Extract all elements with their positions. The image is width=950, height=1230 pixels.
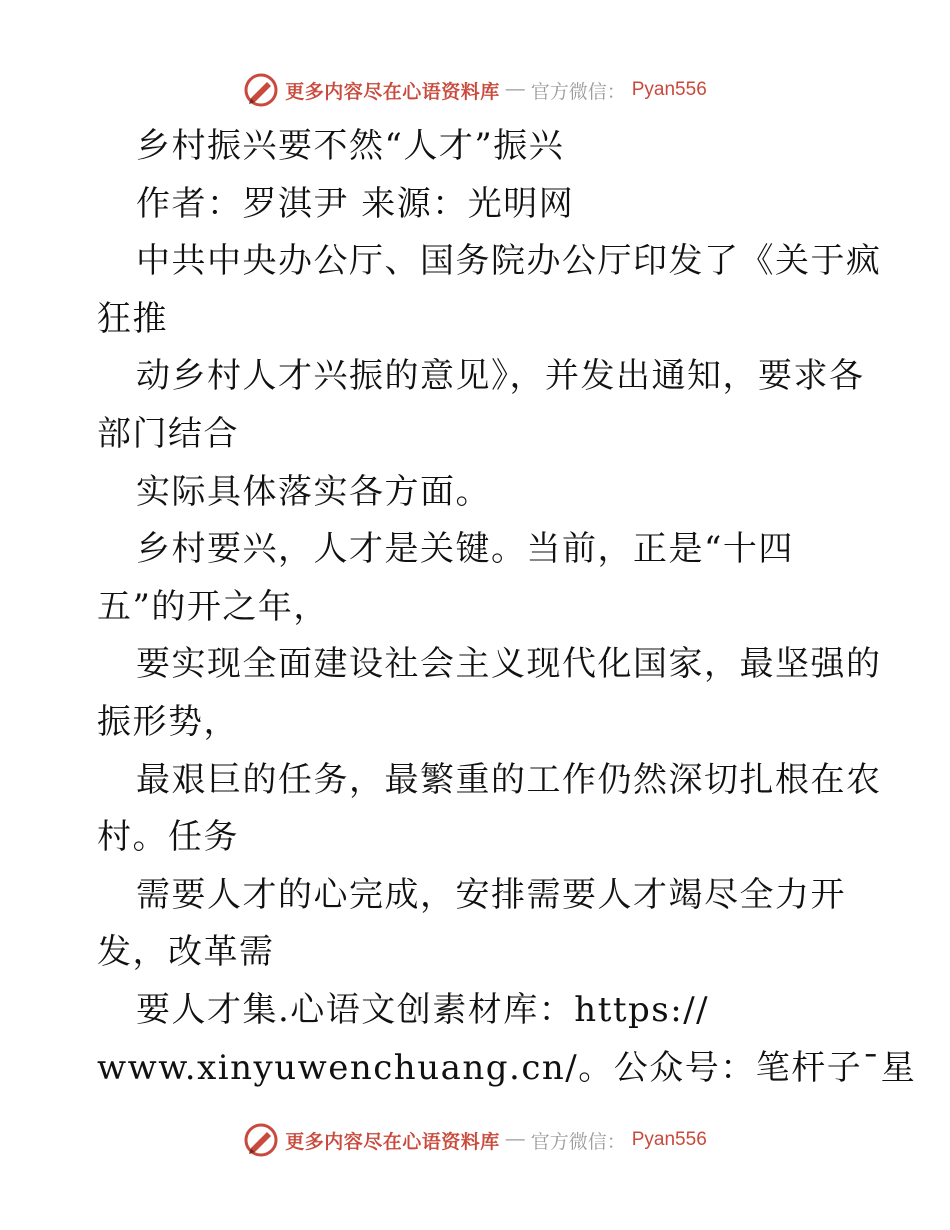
text-line: 动乡村人才兴振的意见》，并发出通知，要求各 <box>136 356 865 397</box>
pen-logo-icon <box>243 72 279 108</box>
text-line: 要实现全面建设社会主义现代化国家，最坚强的 <box>136 644 882 685</box>
text-line: 乡村要兴，人才是关键。当前，正是“十四 <box>136 529 794 570</box>
footer-watermark <box>0 1118 950 1162</box>
text-line: 实际具体落实各方面。 <box>136 471 491 512</box>
watermark-wechat-label: 官方微信： <box>530 81 626 103</box>
byline: 作者：罗淇尹 来源：光明网 <box>136 183 575 224</box>
text-line: 村。任务 <box>97 817 239 858</box>
text-line: 狂推 <box>97 298 168 339</box>
document-title: 乡村振兴要不然“人才”振兴 <box>136 126 565 166</box>
text-line: 需要人才的心完成，安排需要人才竭尽全力开 <box>136 874 846 915</box>
watermark-wechat-id: Pyan556 <box>631 1129 707 1150</box>
text-line: 中共中央办公厅、国务院办公厅印发了《关于疯 <box>136 241 882 282</box>
watermark-wechat-id: Pyan556 <box>631 79 707 100</box>
watermark-dash: — <box>505 1129 525 1150</box>
watermark-dash: — <box>505 79 525 100</box>
text-line: 五”的开之年， <box>97 586 329 627</box>
text-line: 最艰巨的任务，最繁重的工作仍然深切扎根在农 <box>136 759 882 800</box>
text-line: 发，改革需 <box>97 932 275 973</box>
text-line: 部门结合 <box>97 413 239 454</box>
text-line: 振形势， <box>97 701 239 742</box>
pen-logo-icon <box>243 1122 279 1158</box>
watermark-wechat-label: 官方微信： <box>530 1131 626 1153</box>
text-line: www.xinyuwenchuang.cn/。公众号：笔杆子¯星 <box>97 1047 917 1088</box>
watermark-text: 更多内容尽在心语资料库 <box>285 81 500 103</box>
header-watermark <box>0 68 950 112</box>
text-line: 要人才集.心语文创素材库：https:// <box>136 989 710 1030</box>
watermark-text: 更多内容尽在心语资料库 <box>285 1131 500 1153</box>
document-body <box>97 118 917 1097</box>
